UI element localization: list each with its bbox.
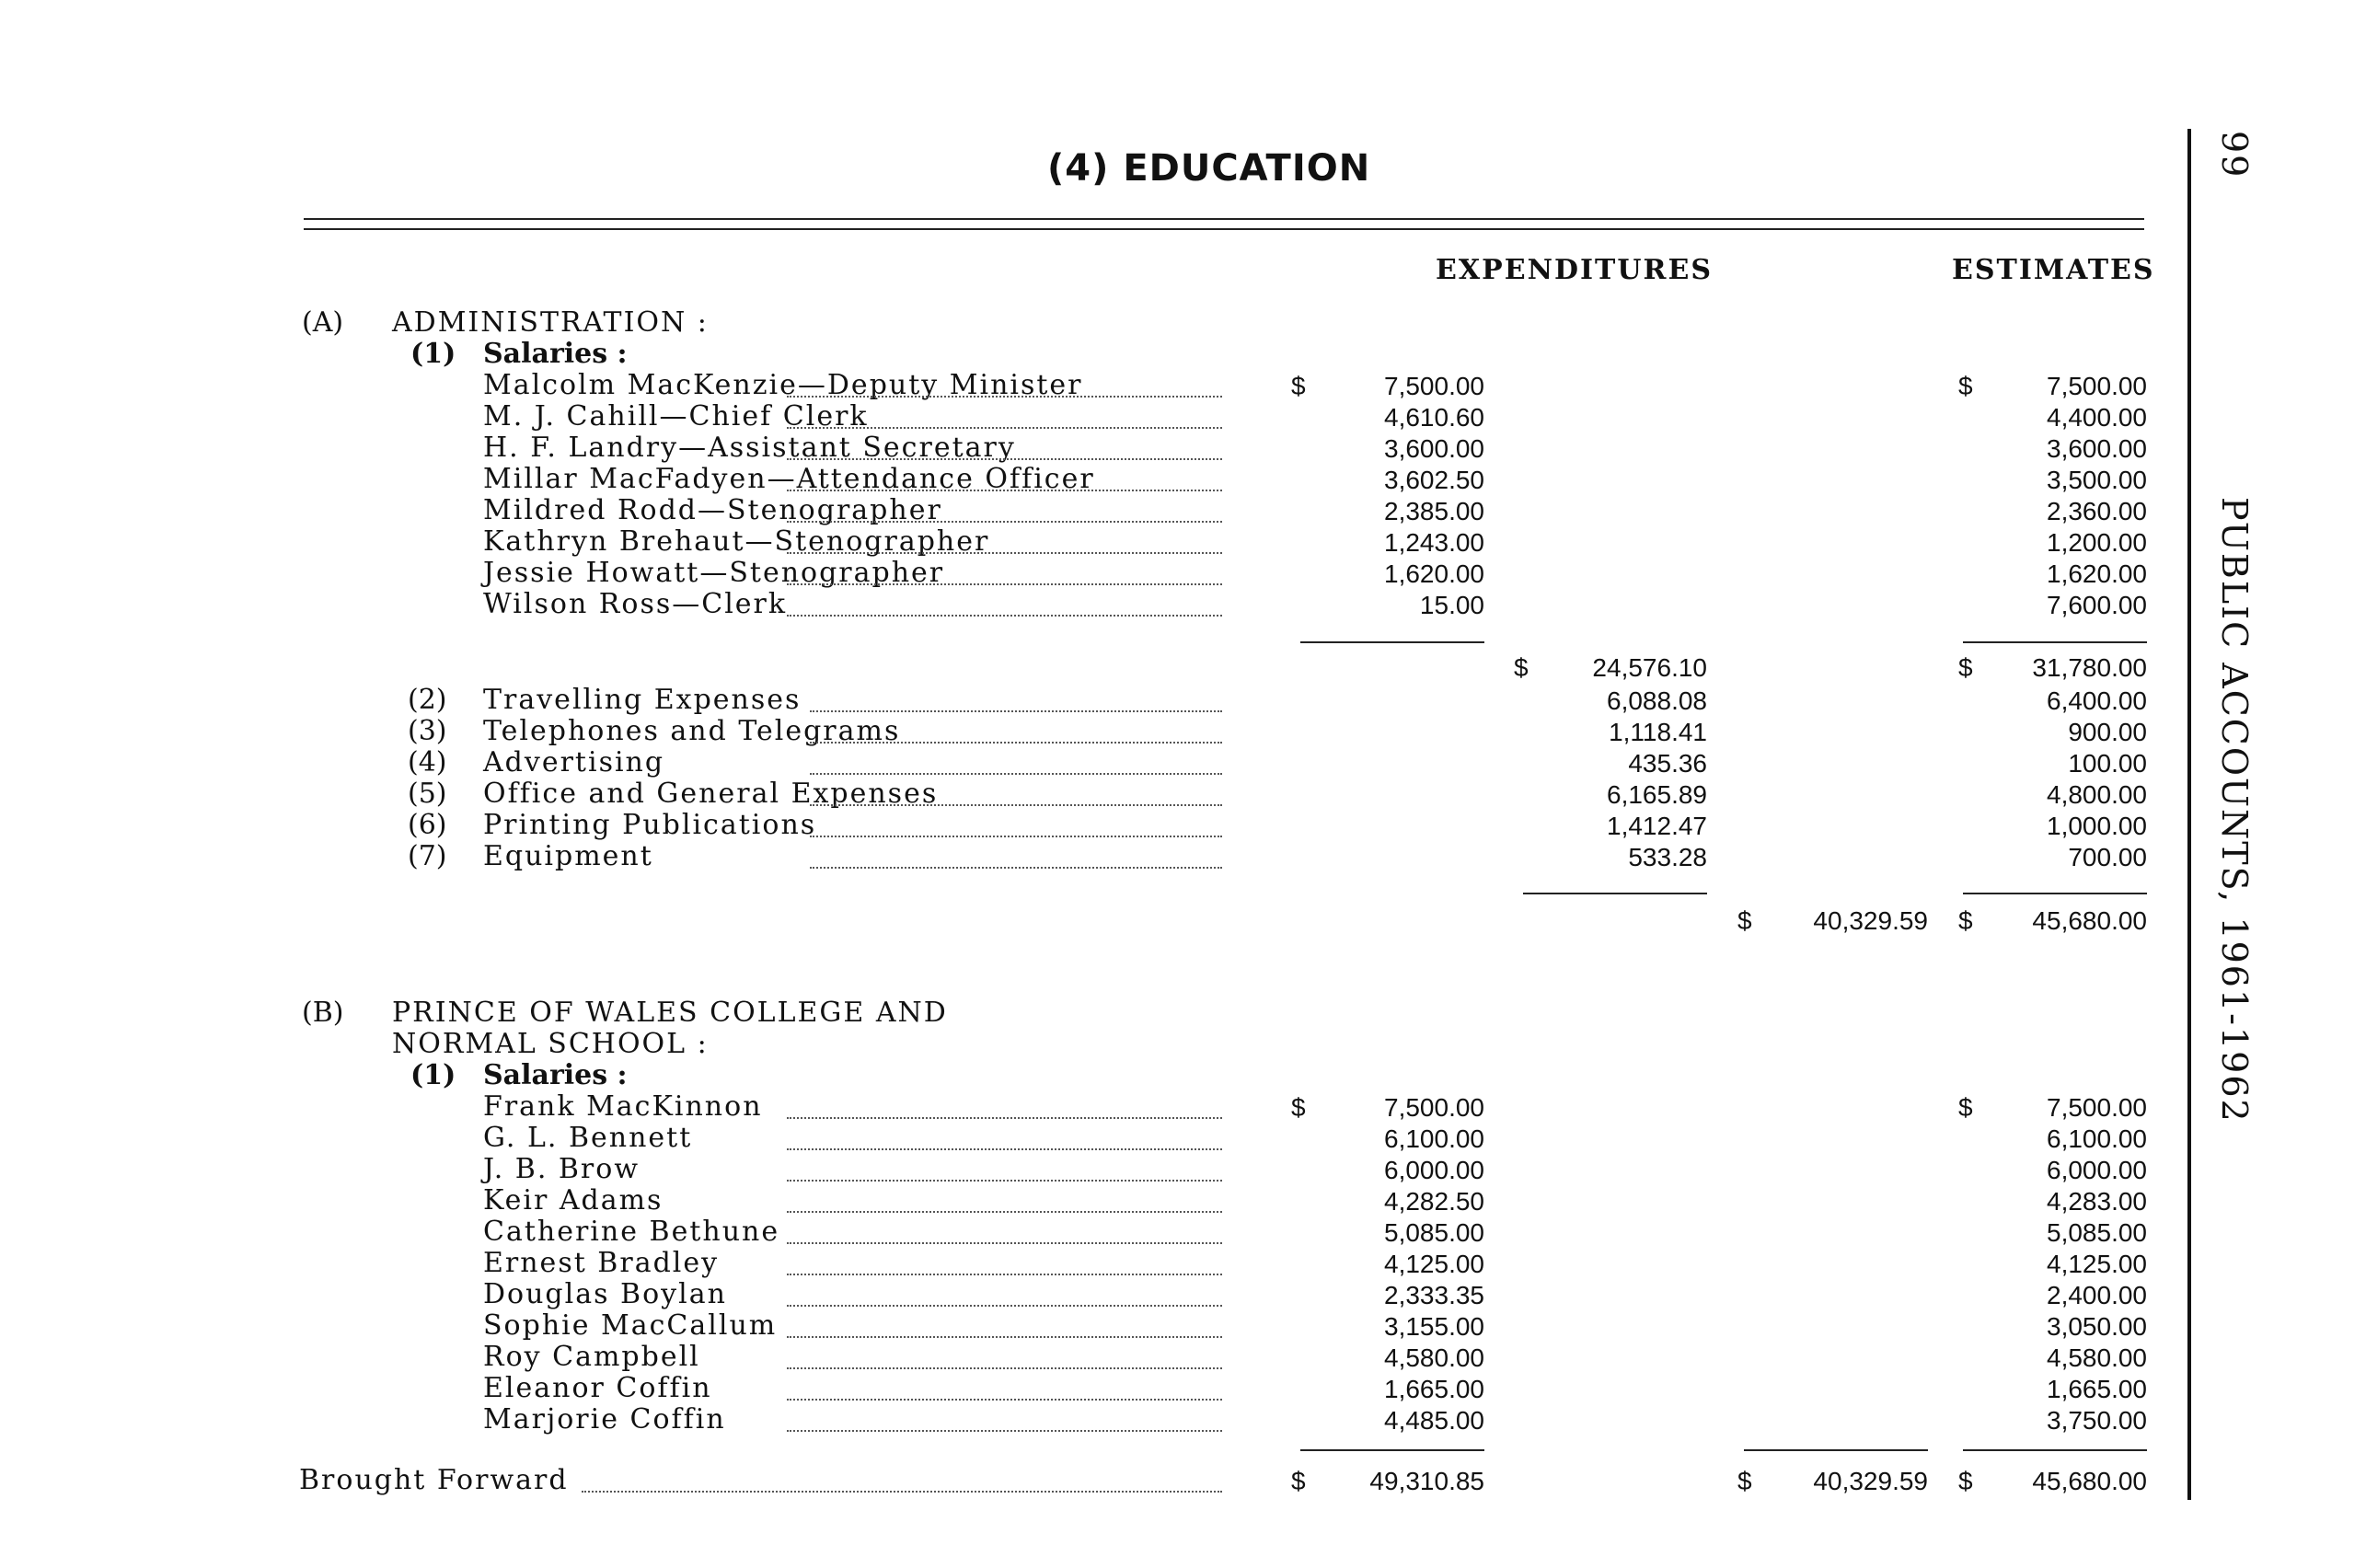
currency-sign: $ [1958, 653, 1973, 682]
item-name: Telephones and Telegrams [483, 715, 901, 747]
brought-forward-expenditure: 40,329.59 [1813, 1467, 1928, 1495]
item-marker: (6) [408, 809, 447, 841]
leader-dots [810, 773, 1222, 775]
currency-sign: $ [1958, 1093, 1973, 1122]
estimate-value: 4,400.00 [2047, 403, 2147, 432]
estimates-header: ESTIMATES [1952, 254, 2155, 286]
employee-name: G. L. Bennett [483, 1122, 693, 1154]
currency-sign: $ [1958, 906, 1973, 935]
item-expenditure: 1,412.47 [1607, 812, 1707, 840]
expenditure-value: 6,100.00 [1384, 1124, 1484, 1153]
section-a-salaries-marker: (1) [410, 338, 456, 370]
leader-dots [787, 1242, 1222, 1244]
item-name: Equipment [483, 840, 653, 872]
expenditure-value: 1,620.00 [1384, 559, 1484, 588]
leader-dots [787, 490, 1222, 491]
expenditure-value: 15.00 [1419, 591, 1484, 619]
estimate-value: 2,400.00 [2047, 1281, 2147, 1309]
section-a-total-estimate: 45,680.00 [2032, 906, 2147, 935]
employee-name: J. B. Brow [483, 1153, 641, 1185]
estimate-value: 1,665.00 [2047, 1375, 2147, 1403]
expenditure-value: 2,385.00 [1384, 497, 1484, 525]
expenditure-value: 2,333.35 [1384, 1281, 1484, 1309]
expenditure-value: 4,282.50 [1384, 1187, 1484, 1216]
currency-sign: $ [1291, 1467, 1306, 1495]
section-a-salaries-label: Salaries : [483, 338, 628, 370]
currency-sign: $ [1737, 1467, 1752, 1495]
section-a-items-exp-rule [1523, 893, 1707, 894]
leader-dots [810, 804, 1222, 806]
expenditure-value: 3,600.00 [1384, 434, 1484, 463]
estimate-value: 6,100.00 [2047, 1124, 2147, 1153]
item-marker: (5) [408, 778, 447, 810]
currency-sign: $ [1958, 1467, 1973, 1495]
item-estimate: 6,400.00 [2047, 686, 2147, 715]
expenditure-value: 3,602.50 [1384, 466, 1484, 494]
item-name: Travelling Expenses [483, 684, 802, 716]
expenditure-value: 4,125.00 [1384, 1250, 1484, 1278]
leader-dots [787, 615, 1222, 617]
currency-sign: $ [1737, 906, 1752, 935]
leader-dots [810, 836, 1222, 837]
leader-dots [810, 710, 1222, 712]
leader-dots [787, 1117, 1222, 1119]
employee-name: Kathryn Brehaut—Stenographer [483, 525, 990, 558]
expenditure-value: 1,243.00 [1384, 528, 1484, 557]
leader-dots [787, 1148, 1222, 1150]
expenditure-value: 4,485.00 [1384, 1406, 1484, 1435]
employee-name: Catherine Bethune [483, 1216, 780, 1248]
brought-forward-salaries-expenditure: 49,310.85 [1369, 1467, 1484, 1495]
expenditure-value: 3,155.00 [1384, 1312, 1484, 1341]
leader-dots [582, 1491, 1222, 1493]
side-title: PUBLIC ACCOUNTS, 1961-1962 [2214, 497, 2255, 1124]
estimate-value: 3,600.00 [2047, 434, 2147, 463]
item-marker: (4) [408, 746, 447, 778]
employee-name: Douglas Boylan [483, 1278, 727, 1310]
leader-dots [787, 583, 1222, 585]
item-estimate: 4,800.00 [2047, 780, 2147, 809]
item-estimate: 900.00 [2068, 718, 2147, 746]
leader-dots [810, 867, 1222, 869]
estimate-value: 3,500.00 [2047, 466, 2147, 494]
currency-sign: $ [1514, 653, 1529, 682]
employee-name: Malcolm MacKenzie—Deputy Minister [483, 369, 1083, 401]
section-b-salaries-marker: (1) [410, 1059, 456, 1091]
estimate-value: 5,085.00 [2047, 1218, 2147, 1247]
estimate-value: 4,283.00 [2047, 1187, 2147, 1216]
item-expenditure: 435.36 [1628, 749, 1707, 778]
section-b-salaries-label: Salaries : [483, 1059, 628, 1091]
item-estimate: 700.00 [2068, 843, 2147, 871]
estimate-value: 4,580.00 [2047, 1343, 2147, 1372]
employee-name: Eleanor Coffin [483, 1372, 712, 1404]
expenditure-value: 5,085.00 [1384, 1218, 1484, 1247]
currency-sign: $ [1291, 372, 1306, 400]
employee-name: Keir Adams [483, 1184, 664, 1216]
title-rule-bottom [304, 228, 2144, 230]
employee-name: Millar MacFadyen—Attendance Officer [483, 463, 1095, 495]
item-expenditure: 533.28 [1628, 843, 1707, 871]
leader-dots [787, 1430, 1222, 1432]
estimate-value: 1,620.00 [2047, 559, 2147, 588]
item-name: Office and General Expenses [483, 778, 939, 810]
item-name: Advertising [483, 746, 665, 778]
leader-dots [787, 1399, 1222, 1401]
section-a-salaries-est-rule [1963, 641, 2147, 643]
section-b-title-line1: PRINCE OF WALES COLLEGE AND [392, 997, 948, 1029]
leader-dots [787, 1274, 1222, 1275]
employee-name: M. J. Cahill—Chief Clerk [483, 400, 869, 432]
employee-name: Sophie MacCallum [483, 1309, 778, 1342]
employee-name: H. F. Landry—Assistant Secretary [483, 432, 1016, 464]
section-a-salaries-exp-rule [1300, 641, 1484, 643]
item-expenditure: 1,118.41 [1609, 718, 1707, 746]
leader-dots [787, 1305, 1222, 1307]
employee-name: Ernest Bradley [483, 1247, 720, 1279]
leader-dots [787, 1336, 1222, 1338]
employee-name: Frank MacKinnon [483, 1090, 763, 1123]
item-marker: (3) [408, 715, 447, 747]
brought-forward-estimate: 45,680.00 [2032, 1467, 2147, 1495]
brought-forward-est-rule [1963, 1449, 2147, 1451]
expenditure-value: 7,500.00 [1384, 372, 1484, 400]
leader-dots [787, 427, 1222, 429]
estimate-value: 1,200.00 [2047, 528, 2147, 557]
expenditure-value: 1,665.00 [1384, 1375, 1484, 1403]
estimate-value: 3,050.00 [2047, 1312, 2147, 1341]
item-marker: (7) [408, 840, 447, 872]
currency-sign: $ [1291, 1093, 1306, 1122]
leader-dots [787, 1367, 1222, 1369]
estimate-value: 7,500.00 [2047, 1093, 2147, 1122]
estimate-value: 3,750.00 [2047, 1406, 2147, 1435]
employee-name: Mildred Rodd—Stenographer [483, 494, 942, 526]
item-marker: (2) [408, 684, 447, 716]
section-b-marker: (B) [302, 997, 344, 1029]
item-estimate: 100.00 [2068, 749, 2147, 778]
estimate-value: 7,600.00 [2047, 591, 2147, 619]
employee-name: Marjorie Coffin [483, 1403, 726, 1435]
leader-dots [787, 521, 1222, 523]
currency-sign: $ [1958, 372, 1973, 400]
title-rule-top [304, 218, 2144, 220]
section-a-total-expenditure: 40,329.59 [1813, 906, 1928, 935]
section-a-salaries-total-expenditure: 24,576.10 [1592, 653, 1707, 682]
employee-name: Roy Campbell [483, 1341, 700, 1373]
section-a-title: ADMINISTRATION : [392, 306, 709, 339]
leader-dots [787, 1211, 1222, 1213]
section-a-marker: (A) [302, 306, 344, 339]
section-a-salaries-total-estimate: 31,780.00 [2032, 653, 2147, 682]
leader-dots [787, 396, 1222, 398]
leader-dots [787, 1180, 1222, 1182]
brought-forward-exp-rule [1300, 1449, 1484, 1451]
page-title: (4) EDUCATION [1047, 147, 1371, 190]
expenditure-value: 4,610.60 [1384, 403, 1484, 432]
margin-rule [2187, 129, 2191, 1500]
leader-dots [810, 742, 1222, 744]
employee-name: Wilson Ross—Clerk [483, 588, 788, 620]
expenditures-header: EXPENDITURES [1436, 254, 1713, 286]
estimate-value: 7,500.00 [2047, 372, 2147, 400]
item-estimate: 1,000.00 [2047, 812, 2147, 840]
expenditure-value: 6,000.00 [1384, 1156, 1484, 1184]
expenditure-value: 7,500.00 [1384, 1093, 1484, 1122]
leader-dots [787, 552, 1222, 554]
estimate-value: 6,000.00 [2047, 1156, 2147, 1184]
estimate-value: 2,360.00 [2047, 497, 2147, 525]
item-expenditure: 6,088.08 [1607, 686, 1707, 715]
estimate-value: 4,125.00 [2047, 1250, 2147, 1278]
item-expenditure: 6,165.89 [1607, 780, 1707, 809]
item-name: Printing Publications [483, 809, 817, 841]
section-a-items-est-rule [1963, 893, 2147, 894]
employee-name: Jessie Howatt—Stenographer [483, 557, 945, 589]
brought-forward-label: Brought Forward [299, 1464, 569, 1496]
leader-dots [787, 458, 1222, 460]
section-b-title-line2: NORMAL SCHOOL : [392, 1028, 709, 1060]
expenditure-value: 4,580.00 [1384, 1343, 1484, 1372]
brought-forward-total-rule [1744, 1449, 1928, 1451]
page-number: 99 [2214, 131, 2255, 179]
